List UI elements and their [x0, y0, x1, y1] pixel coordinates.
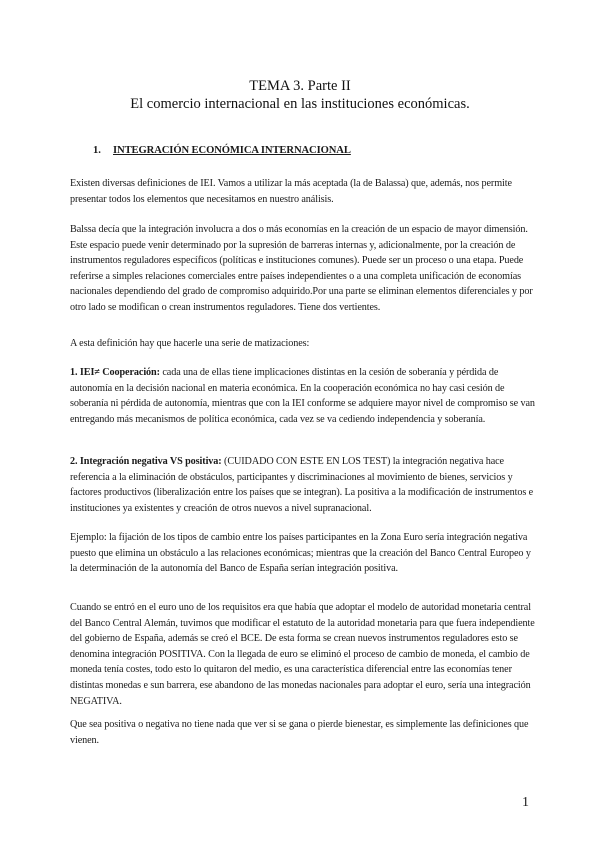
section-number: 1. — [93, 145, 101, 156]
doc-subtitle: El comercio internacional en las instituciones económicas. — [130, 96, 470, 112]
integracion-label: 2. Integración negativa VS positiva: — [70, 456, 222, 467]
section-title: INTEGRACIÓN ECONÓMICA INTERNACIONAL — [113, 145, 351, 156]
paragraph-matizaciones: A esta definición hay que hacerle una serie de matizaciones: — [70, 338, 310, 349]
paragraph-cooperacion — [70, 365, 538, 427]
paragraph-definitions: Existen diversas definiciones de IEI. Vamos a utilizar la más aceptada (la de Balassa) que, además, nos permite presentar todos los elementos que necesitamos en nuestro análisis. — [70, 178, 512, 205]
doc-title: TEMA 3. Parte II — [249, 78, 351, 94]
integracion-text: (CUIDADO CON ESTE EN LOS TEST) la integración negativa hace referencia a la eliminación de obstáculos, participantes y discriminaciones al movimiento de bienes, servicios y factores productivos (liberalización entre los países que se integran). La positiva a la modificación de instrumentos e instituciones ya existentes y creación de otros nuevos a nivel supranacional. — [70, 456, 534, 514]
page-number: 1 — [522, 795, 529, 810]
cooperacion-label: 1. IEI≠ Cooperación: — [70, 367, 160, 378]
section-heading — [93, 145, 351, 156]
paragraph-integracion — [70, 454, 538, 516]
paragraph-euro: Cuando se entró en el euro uno de los requisitos era que había que adoptar el modelo de autoridad monetaria central del Banco Central Alemán, tuvimos que modificar el estatuto de la autoridad monetaria para que fuera independiente del gobierno de España, además se creó el BCE. De esta forma se crean nuevos instrumentos reguladores esto se denomina integración POSITIVA. Con la llegada de euro se eliminó el proceso de cambio de moneda, el cambio de moneda tenía costes, todo esto lo quitaron del medio, es una característica diferencial entre las economías tener distintas monedas e sun barrera, ese abandono de las monedas nacionales para adoptar el euro, sería una integración NEGATIVA. — [70, 602, 535, 707]
paragraph-conclusion: Que sea positiva o negativa no tiene nada que ver si se gana o pierde bienestar, es simplemente las definiciones que vienen. — [70, 719, 529, 746]
cooperacion-text: cada una de ellas tiene implicaciones distintas en la cesión de soberanía y pérdida de autonomía en la decisión nacional en materia económica. En la cooperación económica no hay casi cesión de soberanía ni pérdida de autonomía, mientras que con la IEI conforme se adquiere mayor nivel de compromiso se van entregando más mecanismos de política económica, cada vez se va cediendo independencia y soberanía. — [70, 367, 535, 425]
paragraph-balassa: Balssa decía que la integración involucra a dos o más economías en la creación de un espacio de mayor dimensión. Este espacio puede venir determinado por la supresión de barreras internas y, adicionalmente, por la creación de instrumentos reguladores específicos (políticas e instituciones comunes). Puede ser un proceso o una etapa. Puede referirse a simples relaciones comerciales entre países independientes o a una completa unificación de economías nacionales dependiendo del grado de compromiso adquirido.Por una parte se eliminan elementos diferenciales y por otro lado se modifican o crean instrumentos reguladores. Tiene dos vertientes. — [70, 224, 533, 313]
paragraph-ejemplo: Ejemplo: la fijación de los tipos de cambio entre los países participantes en la Zona Euro sería integración negativa puesto que elimina un obstáculo a las relaciones económicas; mientras que la creación del Banco Central Europeo y la determinación de la autonomía del Banco de España serían integración positiva. — [70, 532, 531, 575]
